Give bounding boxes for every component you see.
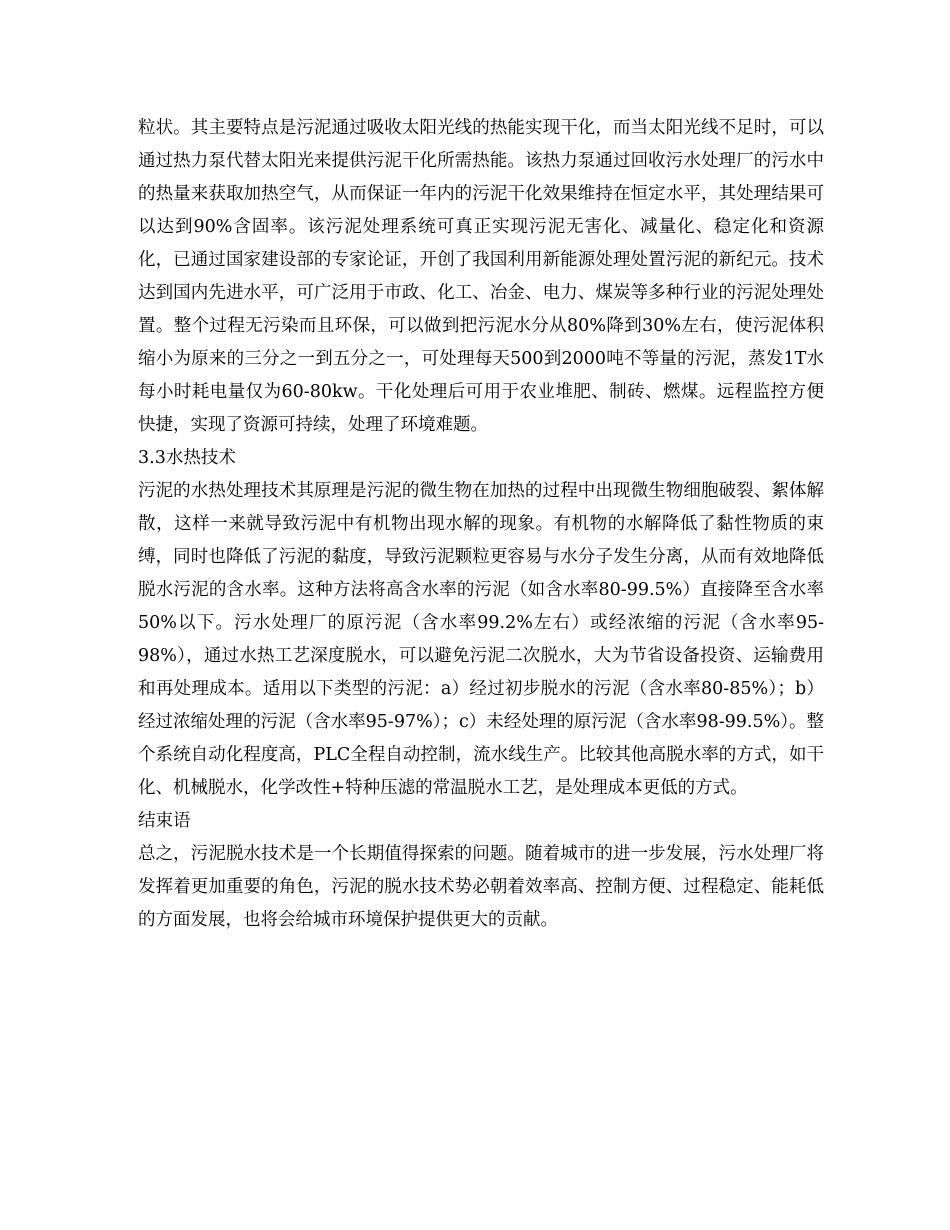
section-heading-conclusion: 结束语: [138, 811, 191, 831]
paragraph-conclusion: 总之，污泥脱水技术是一个长期值得探索的问题。随着城市的进一步发展，污水处理厂将发挥着更加重要的角色，污泥的脱水技术势必朝着效率高、控制方便、过程稳定、能耗低的方面发展，也将会给城市环境保护提供更大的贡献。: [138, 844, 824, 930]
paragraph-solar-drying: 粒状。其主要特点是污泥通过吸收太阳光线的热能实现干化，而当太阳光线不足时，可以通过热力泵代替太阳光来提供污泥干化所需热能。该热力泵通过回收污水处理厂的污水中的热量来获取加热空气，从而保证一年内的污泥干化效果维持在恒定水平，其处理结果可以达到90%含固率。该污泥处理系统可真正实现污泥无害化、减量化、稳定化和资源化，已通过国家建设部的专家论证，开创了我国利用新能源处理处置污泥的新纪元。技术达到国内先进水平，可广泛用于市政、化工、冶金、电力、煤炭等多种行业的污泥处理处置。整个过程无污染而且环保，可以做到把污泥水分从80%降到30%左右，使污泥体积缩小为原来的三分之一到五分之一，可处理每天500到2000吨不等量的污泥，蒸发1T水每小时耗电量仅为60-80kw。干化处理后可用于农业堆肥、制砖、燃煤。远程监控方便快捷，实现了资源可持续，处理了环境难题。: [138, 118, 824, 435]
section-heading-hydrothermal: 3.3水热技术: [138, 448, 236, 468]
paragraph-hydrothermal: 污泥的水热处理技术其原理是污泥的微生物在加热的过程中出现微生物细胞破裂、絮体解散，这样一来就导致污泥中有机物出现水解的现象。有机物的水解降低了黏性物质的束缚，同时也降低了污泥的黏度，导致污泥颗粒更容易与水分子发生分离，从而有效地降低脱水污泥的含水率。这种方法将高含水率的污泥（如含水率80-99.5%）直接降至含水率50%以下。污水处理厂的原污泥（含水率99.2%左右）或经浓缩的污泥（含水率95-98%），通过水热工艺深度脱水，可以避免污泥二次脱水，大为节省设备投资、运输费用和再处理成本。适用以下类型的污泥：a）经过初步脱水的污泥（含水率80-85%）；b）经过浓缩处理的污泥（含水率95-97%）；c）未经处理的原污泥（含水率98-99.5%）。整个系统自动化程度高，PLC全程自动控制，流水线生产。比较其他高脱水率的方式，如干化、机械脱水，化学改性+特种压滤的常温脱水工艺，是处理成本更低的方式。: [138, 481, 824, 798]
document-body: [138, 112, 824, 937]
